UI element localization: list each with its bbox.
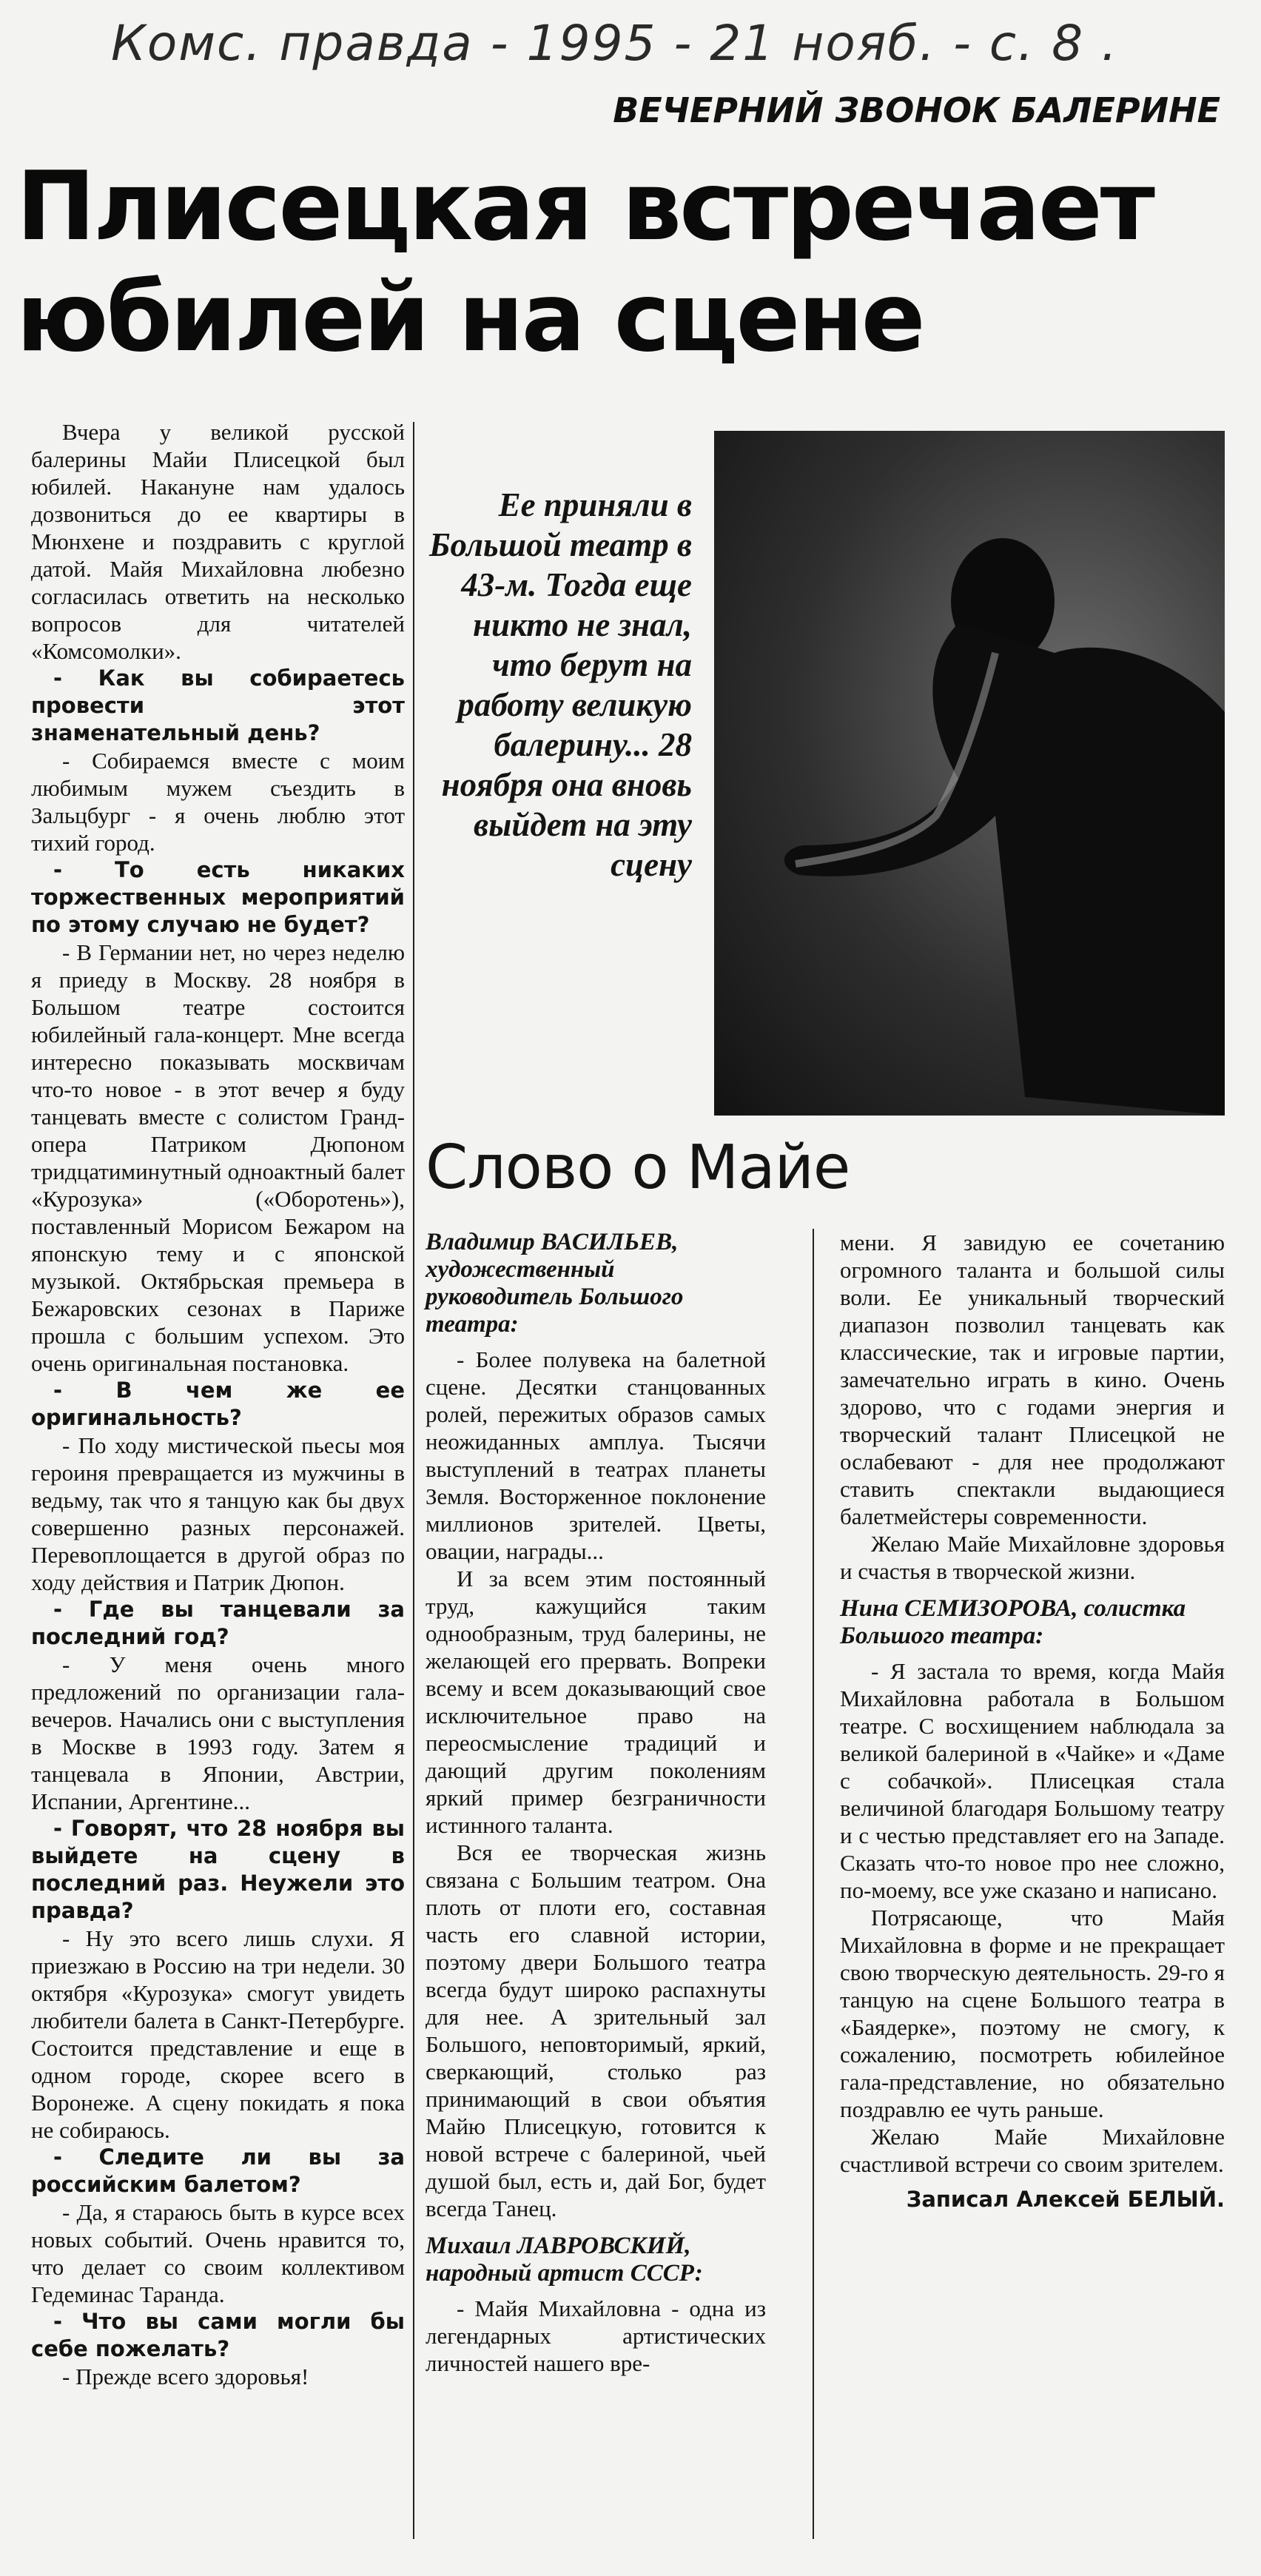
tribute-paragraph: Вся ее творческая жизнь связана с Большим театром. Она плоть от плоти его, составная часть его славной истории, поэтому двери Большого театра всегда будут широко распахнуты для нее. А зрительный зал Большого, неповторимый, яркий, сверкающий, столько раз принимающий в свои объятия Майю Плисецкую, готовится к новой встрече с балериной, чьей душой был, есть и, дай Бог, будет всегда Танец. [426, 1839, 766, 2221]
interview-paragraph: Вчера у великой русской балерины Майи Плисецкой был юбилей. Накануне нам удалось дозвониться до ее квартиры в Мюнхене и поздравить с круглой датой. Майя Михайловна любезно согласилась ответить на несколько вопросов для читателей «Комсомолки». [31, 419, 405, 664]
article-headline: Плисецкая встречает юбилей на сцене [16, 152, 1153, 373]
interview-question: - В чем же ее оригинальность? [31, 1378, 405, 1430]
tributes-column-left [426, 1229, 766, 2377]
column-divider [413, 422, 414, 2539]
interview-question: - То есть никаких торжественных мероприятий по этому случаю не будет? [31, 857, 405, 937]
interview-question: - Что вы сами могли бы себе пожелать? [31, 2309, 405, 2361]
interview-answer: - По ходу мистической пьесы моя героиня превращается из мужчины в ведьму, так что я танцую как бы двух совершенно разных персонажей. Перевоплощается в другой образ по ходу действия и Патрик Дюпон. [31, 1432, 405, 1595]
tribute-paragraph: - Я застала то время, когда Майя Михайловна работала в Большом театре. С восхищением наблюдала за великой балериной в «Чайке» и «Даме с собачкой». Плисецкая стала величиной благодаря Большому театру и с честью представляет его на Западе. Сказать что-то новое про нее сложно, по-моему, все уже сказано и написано. [840, 1658, 1225, 1903]
handwritten-source-note: Комс. правда - 1995 - 21 нояб. - с. 8 . [111, 15, 1119, 72]
tribute-author: Владимир ВАСИЛЬЕВ, художественный руководитель Большого театра: [426, 1229, 684, 1338]
interview-answer: - В Германии нет, но через неделю я приеду в Москву. 28 ноября в Большом театре состоится юбилейный гала-концерт. Мне всегда интересно показывать москвичам что-то новое - в этот вечер я буду танцевать вместе с солистом Гранд-опера Патриком Дюпоном тридцатиминутный одноактный балет «Курозука» («Оборотень»), поставленный Морисом Бежаром на японскую тему и с японской музыкой. Октябрьская премьера в Бежаровских сезонах в Париже прошла с большим успехом. Это очень оригинальная постановка. [31, 939, 405, 1376]
byline: Записал Алексей БЕЛЫЙ. [906, 2187, 1225, 2212]
tribute-paragraph: Желаю Майе Михайловне здоровья и счастья в творческой жизни. [840, 1531, 1225, 1584]
section-rubric: ВЕЧЕРНИЙ ЗВОНОК БАЛЕРИНЕ [613, 90, 1220, 130]
interview-answer: - Собираемся вместе с моим любимым мужем съездить в Зальцбург - я очень люблю этот тихий город. [31, 748, 405, 856]
interview-answer: - Да, я стараюсь быть в курсе всех новых событий. Очень нравится то, что делает со своим коллективом Гедеминас Таранда. [31, 2199, 405, 2307]
tribute-author: Нина СЕМИЗОРОВА, солистка Большого театра: [840, 1595, 1186, 1649]
tribute-paragraph: - Майя Михайловна - одна из легендарных артистических личностей нашего вре- [426, 2295, 766, 2376]
pull-quote: Ее приняли в Большой театр в 43-м. Тогда еще никто не знал, что берут на работу великую балерину... 28 ноября она вновь выйдет на эту сцену [428, 486, 692, 883]
tribute-paragraph: Желаю Майе Михайловне счастливой встречи со своим зрителем. [840, 2124, 1225, 2177]
ballerina-silhouette-icon [714, 431, 1225, 1116]
tribute-author: Михаил ЛАВРОВСКИЙ, народный артист СССР: [426, 2233, 703, 2287]
column-divider [813, 1229, 814, 2539]
interview-question: - Как вы собираетесь провести этот знаменательный день? [31, 665, 405, 745]
tributes-column-right [840, 1229, 1225, 2213]
interview-answer: - Ну это всего лишь слухи. Я приезжаю в Россию на три недели. 30 октября «Курозука» смогут увидеть любители балета в Санкт-Петербурге. Состоится представление и еще в одном городе, скорее всего в Воронеже. А сцену покидать я пока не собираюсь. [31, 1925, 405, 2143]
section-title: Слово о Майе [426, 1133, 850, 1203]
tribute-paragraph: Потрясающе, что Майя Михайловна в форме и не прекращает свою творческую деятельность. 29-го я танцую на сцене Большого театра в «Баядерке», поэтому не смогу, к сожалению, посмотреть юбилейное гала-представление, но обязательно поздравлю ее чуть раньше. [840, 1905, 1225, 2122]
interview-answer: - У меня очень много предложений по организации гала-вечеров. Начались они с выступления в Москве в 1993 году. Затем я танцевала в Японии, Австрии, Испании, Аргентине... [31, 1651, 405, 1814]
tribute-paragraph: И за всем этим постоянный труд, кажущийся таким однообразным, труд балерины, не желающей его прервать. Вопреки всему и всем доказывающий свое исключительное право на переосмысление традиций и дающий другим поколениям яркий пример безграничности истинного таланта. [426, 1566, 766, 1838]
tribute-paragraph: - Более полувека на балетной сцене. Десятки станцованных ролей, пережитых образов самых неожиданных амплуа. Тысячи выступлений в театрах планеты Земля. Восторженное поклонение миллионов зрителей. Цветы, овации, награды... [426, 1346, 766, 1564]
interview-question: - Где вы танцевали за последний год? [31, 1597, 405, 1649]
interview-answer: - Прежде всего здоровья! [62, 2364, 309, 2389]
interview-column [31, 418, 405, 2390]
interview-question: - Говорят, что 28 ноября вы выйдете на сцену в последний раз. Неужели это правда? [31, 1816, 405, 1923]
interview-question: - Следите ли вы за российским балетом? [31, 2144, 405, 2197]
tribute-paragraph: мени. Я завидую ее сочетанию огромного таланта и большой силы воли. Ее уникальный творческий диапазон позволил танцевать как классические, так и игровые партии, замечательно играть в кино. Очень здорово, что с годами энергия и творческий талант Плисецкой не ослабевают - для нее продолжают ставить спектакли выдающиеся балетмейстеры современности. [840, 1230, 1225, 1529]
ballerina-photo [714, 431, 1225, 1116]
